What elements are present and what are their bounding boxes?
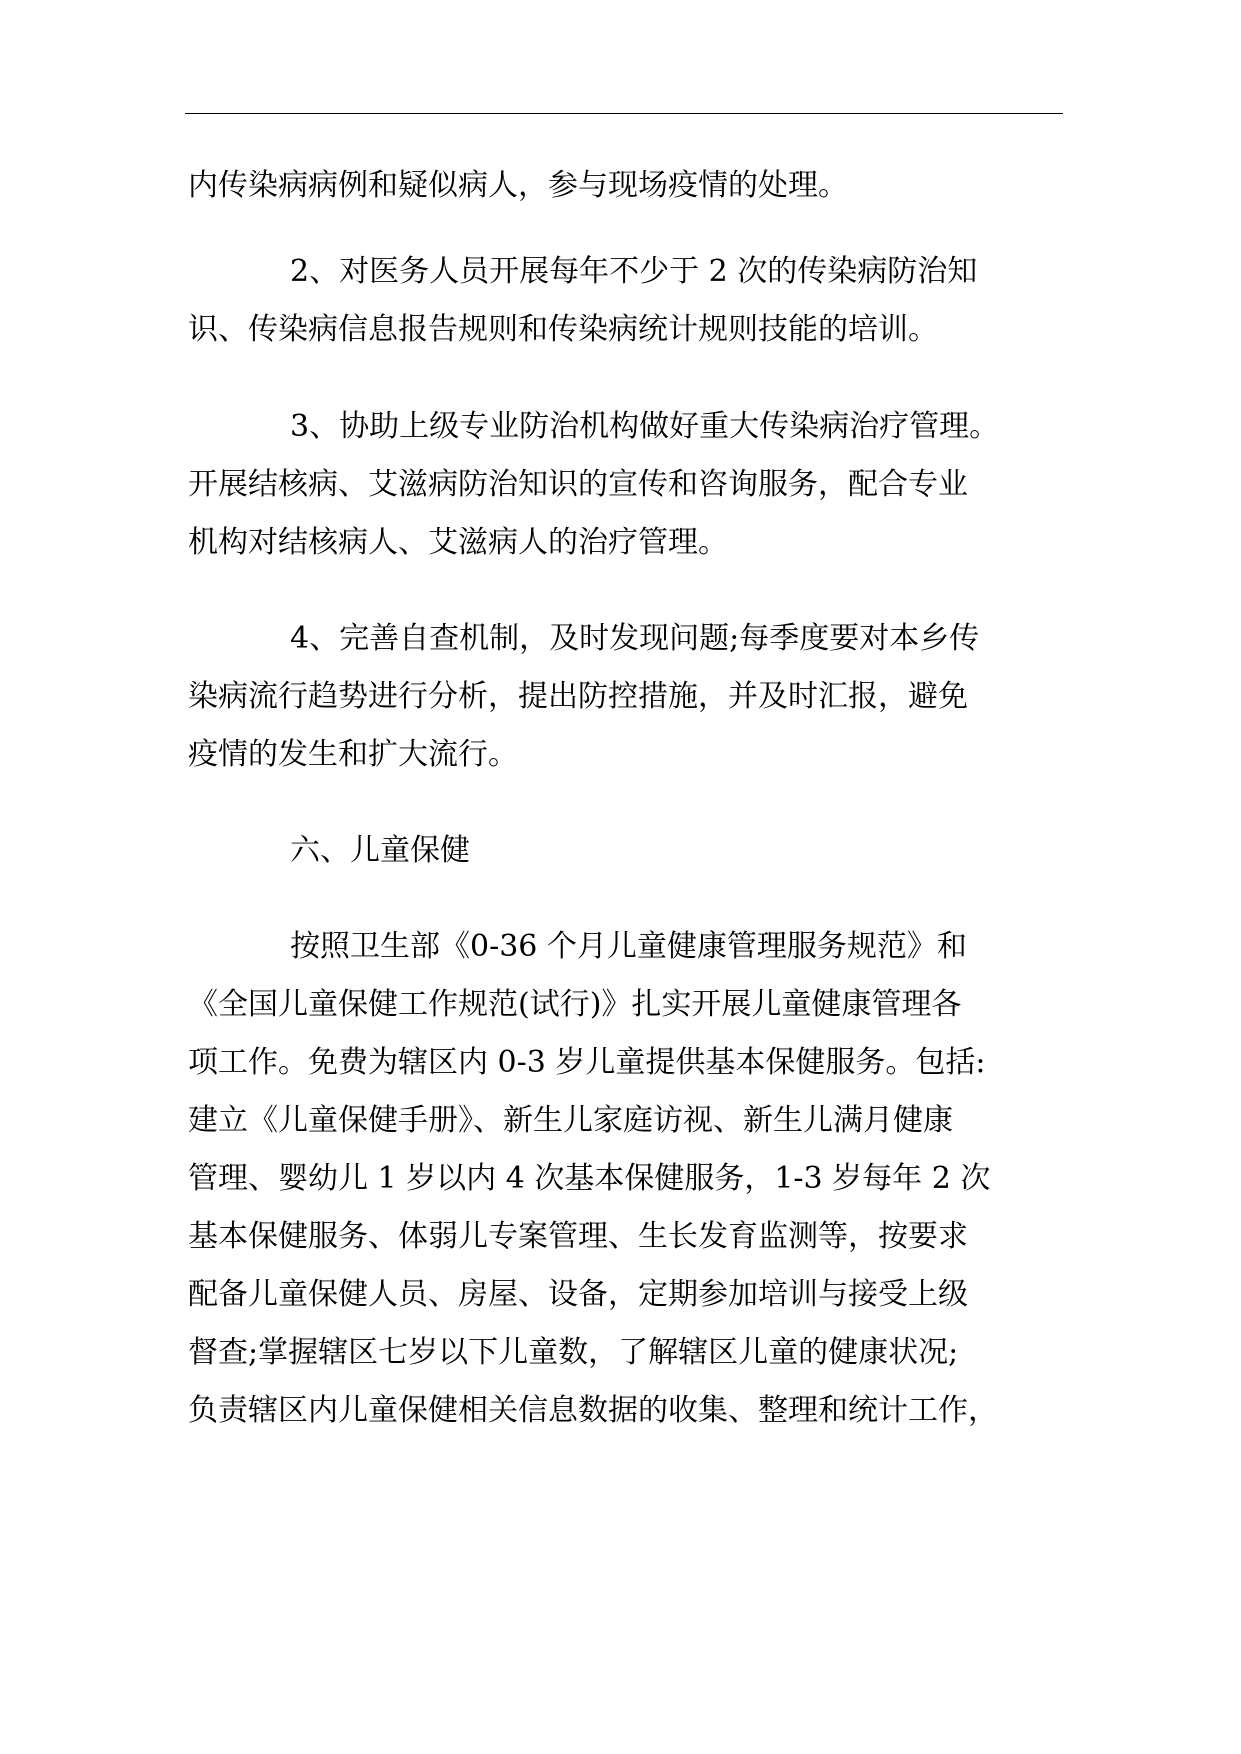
text-line: 基本保健服务、体弱儿专案管理、生长发育监测等，按要求	[188, 1219, 968, 1254]
section-heading: 六、儿童保健	[290, 833, 470, 868]
text-line: 《全国儿童保健工作规范(试行)》扎实开展儿童健康管理各	[188, 987, 962, 1022]
text-line: 按照卫生部《0-36 个月儿童健康管理服务规范》和	[290, 929, 967, 964]
text-line: 机构对结核病人、艾滋病人的治疗管理。	[188, 525, 728, 560]
text-line: 内传染病病例和疑似病人，参与现场疫情的处理。	[188, 168, 848, 203]
text-line: 3、协助上级专业防治机构做好重大传染病治疗管理。	[290, 409, 1000, 444]
header-divider	[185, 113, 1063, 114]
text-line: 管理、婴幼儿 1 岁以内 4 次基本保健服务，1-3 岁每年 2 次	[188, 1161, 991, 1196]
text-line: 疫情的发生和扩大流行。	[188, 737, 518, 772]
text-line: 识、传染病信息报告规则和传染病统计规则技能的培训。	[188, 312, 938, 347]
text-line: 配备儿童保健人员、房屋、设备，定期参加培训与接受上级	[188, 1277, 968, 1312]
text-line: 2、对医务人员开展每年不少于 2 次的传染病防治知	[290, 254, 978, 289]
text-line: 开展结核病、艾滋病防治知识的宣传和咨询服务，配合专业	[188, 467, 968, 502]
text-line: 建立《儿童保健手册》、新生儿家庭访视、新生儿满月健康	[188, 1103, 953, 1138]
text-line: 项工作。免费为辖区内 0-3 岁儿童提供基本保健服务。包括:	[188, 1045, 986, 1080]
text-line: 染病流行趋势进行分析，提出防控措施，并及时汇报，避免	[188, 679, 968, 714]
text-line: 负责辖区内儿童保健相关信息数据的收集、整理和统计工作，	[188, 1393, 998, 1428]
text-line: 4、完善自查机制，及时发现问题;每季度要对本乡传	[290, 621, 980, 656]
text-line: 督查;掌握辖区七岁以下儿童数，了解辖区儿童的健康状况;	[188, 1335, 959, 1370]
